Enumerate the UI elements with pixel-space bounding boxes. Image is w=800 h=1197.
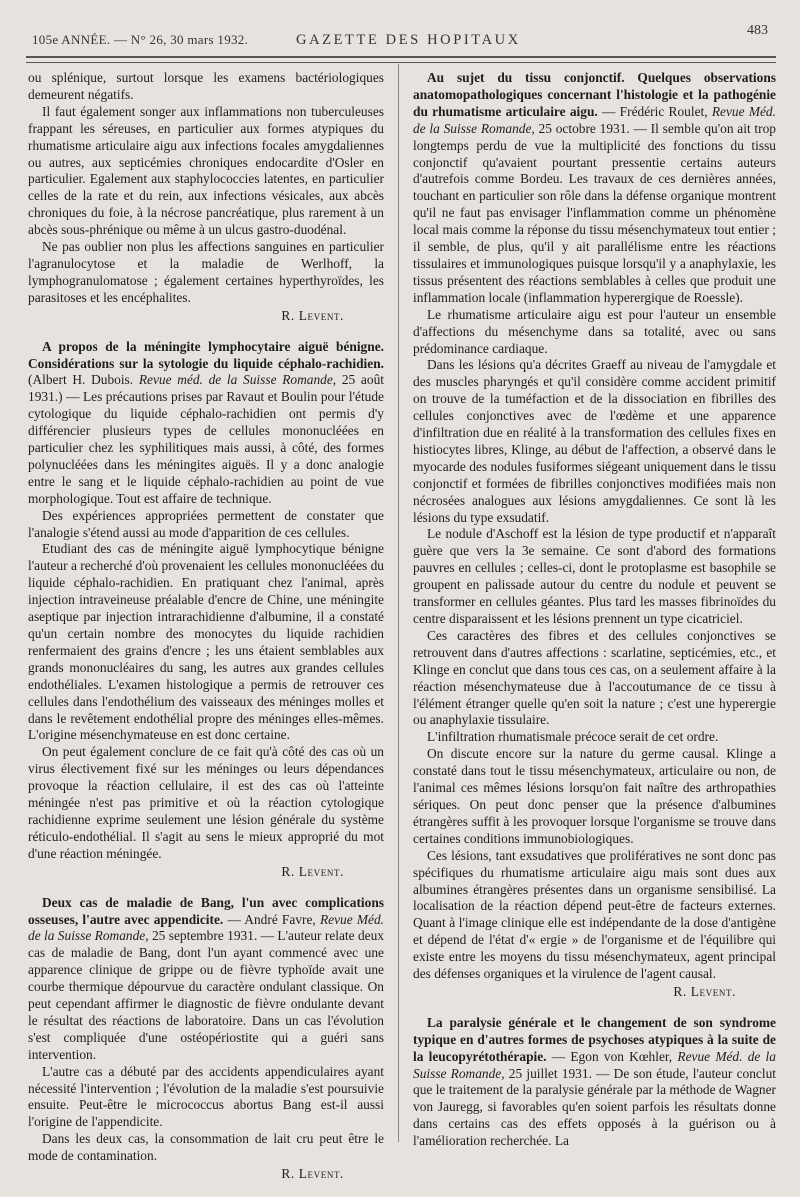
paragraph: L'autre cas a débuté par des accidents appendiculaires ayant nécessité l'intervention ; l'évolution de la maladie s'est poursuivie ensuite. Peut-être le micrococcus abortus Bang est-il aussi l'origine de l'appendicite. [28, 1063, 384, 1130]
paragraph: ou splénique, surtout lorsque les examens bactériologiques demeurent négatifs. [28, 70, 384, 102]
signature: R. Levent. [673, 983, 736, 999]
article-journal: Revue Méd. de la Suisse Romande, [413, 103, 776, 136]
journal-title: GAZETTE DES HOPITAUX [296, 32, 521, 48]
article-intro [28, 339, 384, 508]
article-journal: Revue méd. de la Suisse Romande, [138, 372, 337, 388]
paragraph: Ces caractères des fibres et des cellules conjonctives se retrouvent dans d'autres affections : scarlatine, septicémies, etc., et Klinge en conclut que dans tous ces cas, on a seulement affaire à la réaction mésenchymateuse due à l'accoutumance de ce tissu à l'élément étranger quelle qu'en soit la nature ; c'est une hyperergie ou anaphylaxie tissulaire. [413, 627, 776, 728]
article-intro [413, 1015, 776, 1150]
paragraph: Le nodule d'Aschoff est la lésion de type productif et n'apparaît guère que vers la 3e semaine. Ce sont d'abord des formations pauvres en cellules ; celles-ci, dont le protoplasme est basophile se groupent en palissade autour du centre du nodule et peuvent se transformer en cellules géantes. Plus tard les masses fibrinoïdes du centre disparaissent et les lésions prennent un type cicatriciel. [413, 526, 776, 626]
article-author: — Frédéric Roulet, [602, 103, 708, 119]
header-rule [26, 56, 776, 58]
article-title: Deux cas de maladie de Bang, l'un avec complications osseuses, l'autre avec appendicite. [28, 894, 384, 927]
article-author: — Egon von Kœhler, [551, 1048, 673, 1064]
article-text: 25 juillet 1931. — De son étude, l'auteur conclut que le traitement de la paralysie générale par la méthode de Wagner von Jauregg, si favorables qu'en soient parfois les résultats donne dans certains cas des effets opposés à la guérison ou à l'amélioration recherchée. La [413, 1065, 776, 1149]
article-author: — André Favre, [227, 911, 316, 927]
article-text: 25 septembre 1931. — L'auteur relate deux cas de maladie de Bang, dont l'un ayant commencé avec une apparence clinique de grippe ou de fièvre typhoïde avait une courbe thermique dépourvue du caractère ondulant classique. On peut cependant affirmer le diagnostic de fièvre ondulante devant le résultat des réactions de laboratoire. Dans un cas l'évolution s'est compliquée d'une ostéopériostite qui a guéri sans intervention. [28, 928, 384, 1062]
running-header [26, 20, 776, 50]
article-intro [28, 895, 384, 1064]
article-title: Au sujet du tissu conjonctif. Quelques observations anatomopathologiques concernant l'histologie et la pathogénie du rhumatisme articulaire aigu. [413, 70, 776, 119]
page-number: 483 [747, 23, 768, 38]
paragraph: Il faut également songer aux inflammations non tuberculeuses frappant les séreuses, en particulier aux formes atypiques du rhumatisme articulaire aigu aux infections focales amygdaliennes ou autres, aux septicémies chroniques endocardite d'Osler en particulier. Egalement aux staphylococcies latentes, en particulier celles de la rate et du rein, aux infections vésicales, aux abcès chroniques du foie, à la nécrose pancréatique, plus rarement à un abcès sous-phrénique ou même à un ulcus gastro-duodénal. [28, 103, 384, 238]
signature: R. Levent. [281, 1166, 344, 1182]
article-author: (Albert H. Dubois. [28, 372, 134, 388]
paragraph: Dans les lésions qu'a décrites Graeff au niveau de l'amygdale et des muscles pharyngés et qu'il considère comme accident primitif on trouve de la tuméfaction et de la dissociation en fibrilles des cellules conjonctives avec de l'œdème et une apparence d'infiltration due en réalité à la transformation des cellules fixes en histiocytes libres, Klinge, au début de l'affection, a observé dans le myocarde des nodules fusiformes siégeant uniquement dans le tissu conjonctif et formées de fibrilles conjonctives modifiées mais non nécrosées analogues aux lésions amygdaliennes. Ce sont là les lésions du type exsudatif. [413, 357, 776, 525]
column-divider [398, 64, 399, 1142]
paragraph: On peut également conclure de ce fait qu'à côté des cas où un virus électivement fixé sur les méninges ou leurs dépendances provoque la réaction cellulaire, il est des cas où l'atteinte méningée n'est pas primitive et où la réaction cytologique rachidienne exprime seulement une lésion générale du système réticulo-endothélial. Il s'agit au sens le mieux approprié du mot d'une réaction méningée. [28, 744, 384, 861]
paragraph: Le rhumatisme articulaire aigu est pour l'auteur un ensemble d'affections du mésenchyme dans sa totalité, avec ou sans prédominance cardiaque. [413, 306, 776, 356]
signature: R. Levent. [281, 307, 344, 323]
paragraph: Ne pas oublier non plus les affections sanguines en particulier l'agranulocytose et la maladie de Werlhoff, la lymphogranulomatose ; également certaines hyperthyroïdes, les parasitoses et les encéphalites. [28, 239, 384, 305]
paragraph: L'infiltration rhumatismale précoce serait de cet ordre. [427, 729, 719, 745]
article-text: 25 octobre 1931. — Il semble qu'on ait trop longtemps perdu de vue la multiplicité des fonctions du tissu conjonctif qu'avaient pourtant pressentie certains auteurs d'autrefois comme Bordeu. Les travaux de ces dernières années, touchant en particulier son rôle dans la défense organique montrent qu'il ne faut pas envisager l'inflammation comme un phénomène local mais comme la réponse du tissu mésenchymateux tout entier ; il semble, de plus, qu'il y ait parallélisme entre les réactions tissulaires et immunologiques puisque lorsqu'il y a anaphylaxie, les tissus présentent des réactions semblables à celles que produit une inflammation locale (inflammation hyperergique de Roessle). [413, 120, 777, 305]
signature: R. Levent. [281, 863, 344, 879]
article-title: A propos de la méningite lymphocytaire aiguë bénigne. Considérations sur la sytologie du liquide céphalo-rachidien. [28, 338, 384, 371]
right-column [413, 70, 776, 1150]
paragraph: Dans les deux cas, la consommation de lait cru peut être le mode de contamination. [28, 1131, 384, 1164]
left-column [28, 70, 384, 1197]
article-journal: Revue Méd. de la Suisse Romande, [413, 1048, 776, 1081]
paragraph: Etudiant des cas de méningite aiguë lymphocytique bénigne l'auteur a recherché d'où provenaient les cellules mononucléées du liquide céphalo-rachidien. En pratiquant chez l'animal, après injection intraveineuse préalable d'encre de Chine, une méningite aseptique par injection intrarachidienne d'albumine, il a constaté qu'un certain nombre des monocytes du liquide rachidien renfermaient des grains d'encre ; les uns étaient semblables aux grands mononucléaires du sang, les autres aux grandes cellules endothéliales. L'examen histologique a permis de retrouver ces cellules dans l'endothélium des vaisseaux des méninges molles et dans le revêtement endothélial propre des méninges elles-mêmes. L'origine mésenchymateuse en est donc certaine. [28, 541, 384, 743]
article-text: 25 août 1931.) — Les précautions prises par Ravaut et Boulin pour l'étude cytologique du liquide céphalo-rachidien ont permis d'y différencier plusieurs types de cellules mononucléées en particulier chez les syphilitiques mais aussi, à côté, des formes polynucléées dans les méningites aiguës. Il y a donc analogie entre le sang et le liquide céphalo-rachidien au point de vue morphologique. Tout est affaire de technique. [28, 372, 384, 506]
header-rule-thin [26, 62, 776, 63]
article-journal: Revue Méd. de la Suisse Romande, [28, 911, 384, 944]
paragraph: Des expériences appropriées permettent de constater que l'analogie s'étend aussi au mode d'apparition de ces cellules. [28, 507, 384, 540]
issue-info: 105e ANNÉE. — N° 26, 30 mars 1932. [32, 32, 249, 47]
article-intro [413, 70, 776, 307]
paragraph: Ces lésions, tant exsudatives que prolifératives ne sont donc pas spécifiques du rhumatisme articulaire aigu mais sont dues aux albumines étrangères présentes dans un organisme sensibilisé. La localisation de la réaction dépend peut-être de facteurs externes. Quant à l'image clinique elle est indépendante de la dose d'antigène et dépend de l'état d'« ergie » de l'organisme et de l'équilibre qui existe entre les moyens du tissu mésenchymateux, agent principal des défenses organiques et la virulence de l'agent causal. [413, 847, 776, 982]
paragraph: On discute encore sur la nature du germe causal. Klinge a constaté dans tout le tissu mésenchymateux, articulaire ou non, de l'animal ces mêmes lésions lorsqu'on fait naître des arthropathies sériques. On peut donc penser que la présence d'albumines étrangères suffit à les provoquer lorsque l'organisme se trouve dans certaines conditions immunobiologiques. [413, 746, 776, 846]
article-title: La paralysie générale et le changement de son syndrome typique en d'autres formes de psychoses atypiques à la suite de la leucopyrétothérapie. [413, 1014, 776, 1064]
